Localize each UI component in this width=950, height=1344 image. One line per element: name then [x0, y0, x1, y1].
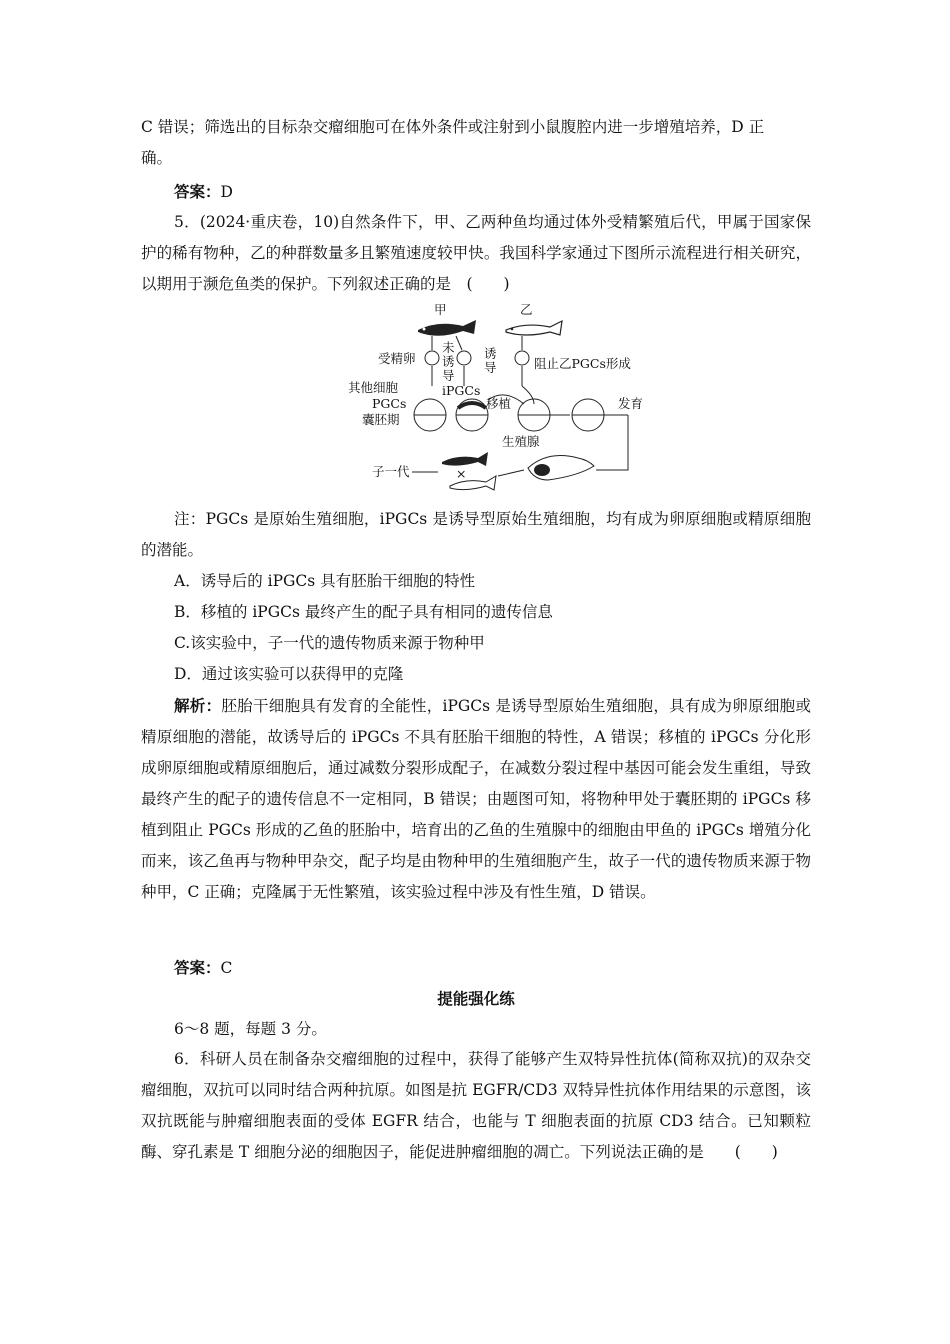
egg-icon — [425, 351, 439, 365]
section-title: 提能强化练 — [437, 989, 515, 1008]
label-not-induced-2: 诱 — [442, 354, 455, 369]
label-induced-2: 导 — [484, 360, 497, 375]
blastula-icon — [414, 399, 446, 431]
figure-note: 注：PGCs 是原始生殖细胞，iPGCs 是诱导型原始生殖细胞，均有成为卵原细胞或精原细胞的潜能。 — [141, 510, 811, 559]
option-a: A．诱导后的 iPGCs 具有胚胎干细胞的特性 — [174, 572, 476, 590]
label-induced-1: 诱 — [484, 346, 497, 361]
question-5-stem: 5．(2024·重庆卷，10)自然条件下，甲、乙两种鱼均通过体外受精繁殖后代，甲属于国家保护的稀有物种，乙的种群数量多且繁殖速度较甲快。我国科学家通过下图所示流程进行相关研究，以期用于濒危鱼类的保护。下列叙述正确的是 ( ) — [141, 213, 811, 293]
experiment-flow-diagram — [338, 300, 658, 500]
answer-4 — [141, 176, 811, 208]
answer-5 — [141, 952, 811, 984]
option-c: C.该实验中，子一代的遗传物质来源于物种甲 — [174, 634, 485, 652]
label-not-induced-1: 未 — [442, 340, 455, 355]
option-d: D．通过该实验可以获得甲的克隆 — [174, 665, 404, 683]
label-pgcs: PGCs — [372, 396, 407, 411]
arrow — [596, 415, 628, 470]
analysis-5 — [141, 690, 811, 908]
label-cross: × — [456, 466, 467, 481]
blastula-icon — [456, 399, 488, 431]
option-b: B．移植的 iPGCs 最终产生的配子具有相同的遗传信息 — [174, 603, 553, 621]
label-ipgcs: iPGCs — [442, 383, 481, 398]
label-block-pgcs: 阻止乙PGCs形成 — [534, 356, 631, 371]
fish-yi-icon — [506, 321, 562, 335]
fish-pair-icon — [442, 452, 496, 490]
label-offspring: 子一代 — [372, 464, 410, 479]
section-subtitle: 6～8 题，每题 3 分。 — [174, 1020, 327, 1038]
label-develop: 发育 — [618, 396, 644, 411]
label-transplant: 移植 — [486, 396, 512, 411]
text-line: 确。 — [141, 149, 173, 167]
question-6-stem: 6．科研人员在制备杂交瘤细胞的过程中，获得了能够产生双特异性抗体(简称双抗)的双杂交瘤细胞，双抗可以同时结合两种抗原。如图是抗 EGFR/CD3 双特异性抗体作用结果的示意图，该双抗既能与肿瘤细胞表面的受体 EGFR 结合，也能与 T 细胞表面的抗原 CD3 结合。已知颗粒酶、穿孔素是 T 细胞分泌的细胞因子，能促进肿瘤细胞的凋亡。下列说法正确的是 ( ) — [141, 1050, 811, 1161]
label-jia: 甲 — [434, 302, 447, 317]
label-gonad: 生殖腺 — [502, 434, 540, 449]
label-yi: 乙 — [520, 302, 533, 317]
fish-jia-icon — [418, 320, 476, 336]
label-blastula: 囊胚期 — [362, 412, 400, 427]
embryo-icon — [572, 399, 604, 431]
answer-value: C — [220, 959, 233, 977]
text-line: C 错误；筛选出的目标杂交瘤细胞可在体外条件或注射到小鼠腹腔内进一步增殖培养，D 正 — [141, 118, 765, 136]
arrow — [498, 470, 524, 476]
egg-icon — [457, 351, 471, 365]
answer-label: 答案： — [174, 182, 221, 201]
egg-icon — [515, 351, 529, 365]
label-fertilized-egg: 受精卵 — [378, 351, 416, 366]
answer-label: 答案： — [174, 958, 221, 977]
label-other-cells: 其他细胞 — [348, 380, 399, 395]
analysis-text: 胚胎干细胞具有发育的全能性，iPGCs 是诱导型原始生殖细胞，具有成为卵原细胞或精原细胞的潜能，故诱导后的 iPGCs 不具有胚胎干细胞的特性，A 错误；移植的 iPGCs 分化形成卵原细胞或精原细胞后，通过减数分裂形成配子，在减数分裂过程中基因可能会发生重组，导致最终产生的配子的遗传信息不一定相同，B 错误；由题图可知，将物种甲处于囊胚期的 iPGCs 移植到阻止 PGCs 形成的乙鱼的胚胎中，培育出的乙鱼的生殖腺中的细胞由甲鱼的 iPGCs 增殖分化而来，该乙鱼再与物种甲杂交，配子均是由物种甲的生殖细胞产生，故子一代的遗传物质来源于物种甲，C 正确；克隆属于无性繁殖，该实验过程中涉及有性生殖，D 错误。 — [141, 697, 811, 901]
previous-analysis-tail — [141, 112, 811, 174]
analysis-label: 解析： — [174, 696, 222, 715]
label-not-induced-3: 导 — [442, 368, 455, 383]
gonad-fish-icon — [528, 456, 594, 480]
answer-value: D — [220, 183, 233, 201]
